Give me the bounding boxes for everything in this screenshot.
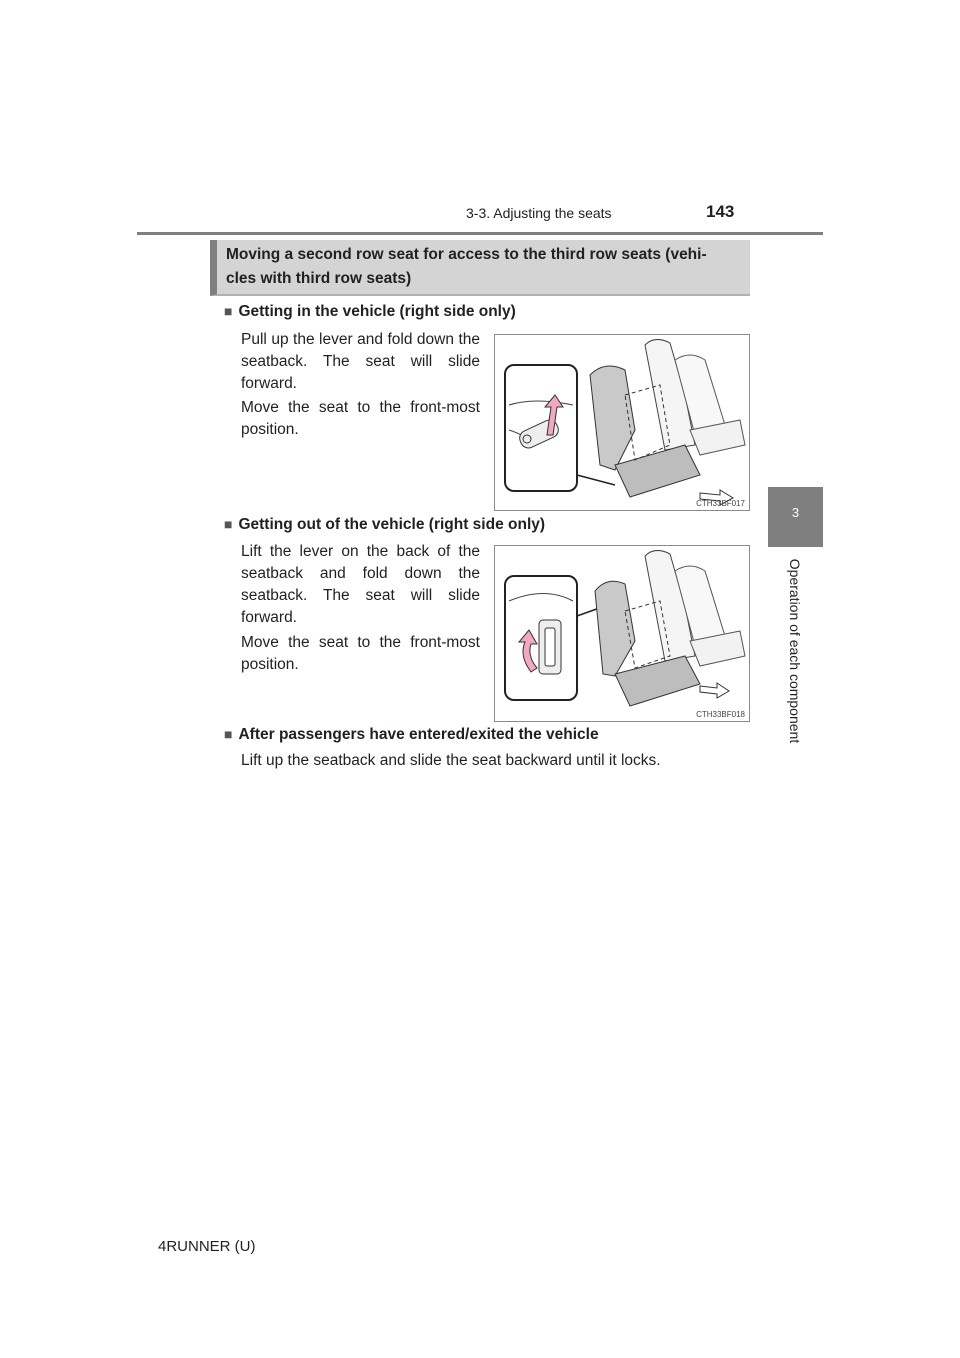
figure-getting-in (494, 334, 750, 511)
chapter-title-vertical (770, 553, 820, 749)
topic-heading-line-1: Moving a second row seat for access to the third row seats (vehi- (226, 246, 707, 263)
square-bullet-icon: ■ (224, 726, 233, 742)
paragraph: Move the seat to the front-most position. (241, 634, 480, 673)
paragraph: Lift the lever on the back of the seatback and fold down the seatback. The seat will slide forward. (241, 543, 480, 626)
section-title: 3-3. Adjusting the seats (466, 205, 612, 221)
figure-code: CTH33BF018 (696, 710, 745, 719)
page-number: 143 (706, 202, 735, 221)
square-bullet-icon: ■ (224, 516, 233, 532)
figure-getting-out (494, 545, 750, 722)
chapter-number: 3 (791, 505, 800, 520)
subheading-text: Getting in the vehicle (right side only) (238, 303, 516, 320)
slide-forward-arrow-icon (700, 683, 729, 698)
paragraph: Move the seat to the front-most position. (241, 399, 480, 438)
model-footer: 4RUNNER (U) (158, 1238, 256, 1255)
seat-illustration-getting-out (495, 546, 749, 721)
subheading-after-passengers (224, 726, 599, 744)
seat-illustration-getting-in (495, 335, 749, 510)
subheading-text: Getting out of the vehicle (right side only) (238, 516, 546, 533)
subheading-getting-in (224, 303, 516, 321)
chapter-title: Operation of each component (787, 558, 803, 744)
paragraph: Lift up the seatback and slide the seat backward until it locks. (241, 752, 661, 769)
topic-heading-line-2: cles with third row seats) (226, 270, 412, 287)
square-bullet-icon: ■ (224, 303, 233, 319)
topic-heading-box (210, 240, 750, 296)
subheading-getting-out (224, 516, 545, 534)
header-rule (137, 232, 823, 235)
paragraph: Pull up the lever and fold down the seatback. The seat will slide forward. (241, 331, 480, 392)
subheading-text: After passengers have entered/exited the vehicle (238, 726, 599, 743)
figure-code: CTH33BF017 (696, 499, 745, 508)
